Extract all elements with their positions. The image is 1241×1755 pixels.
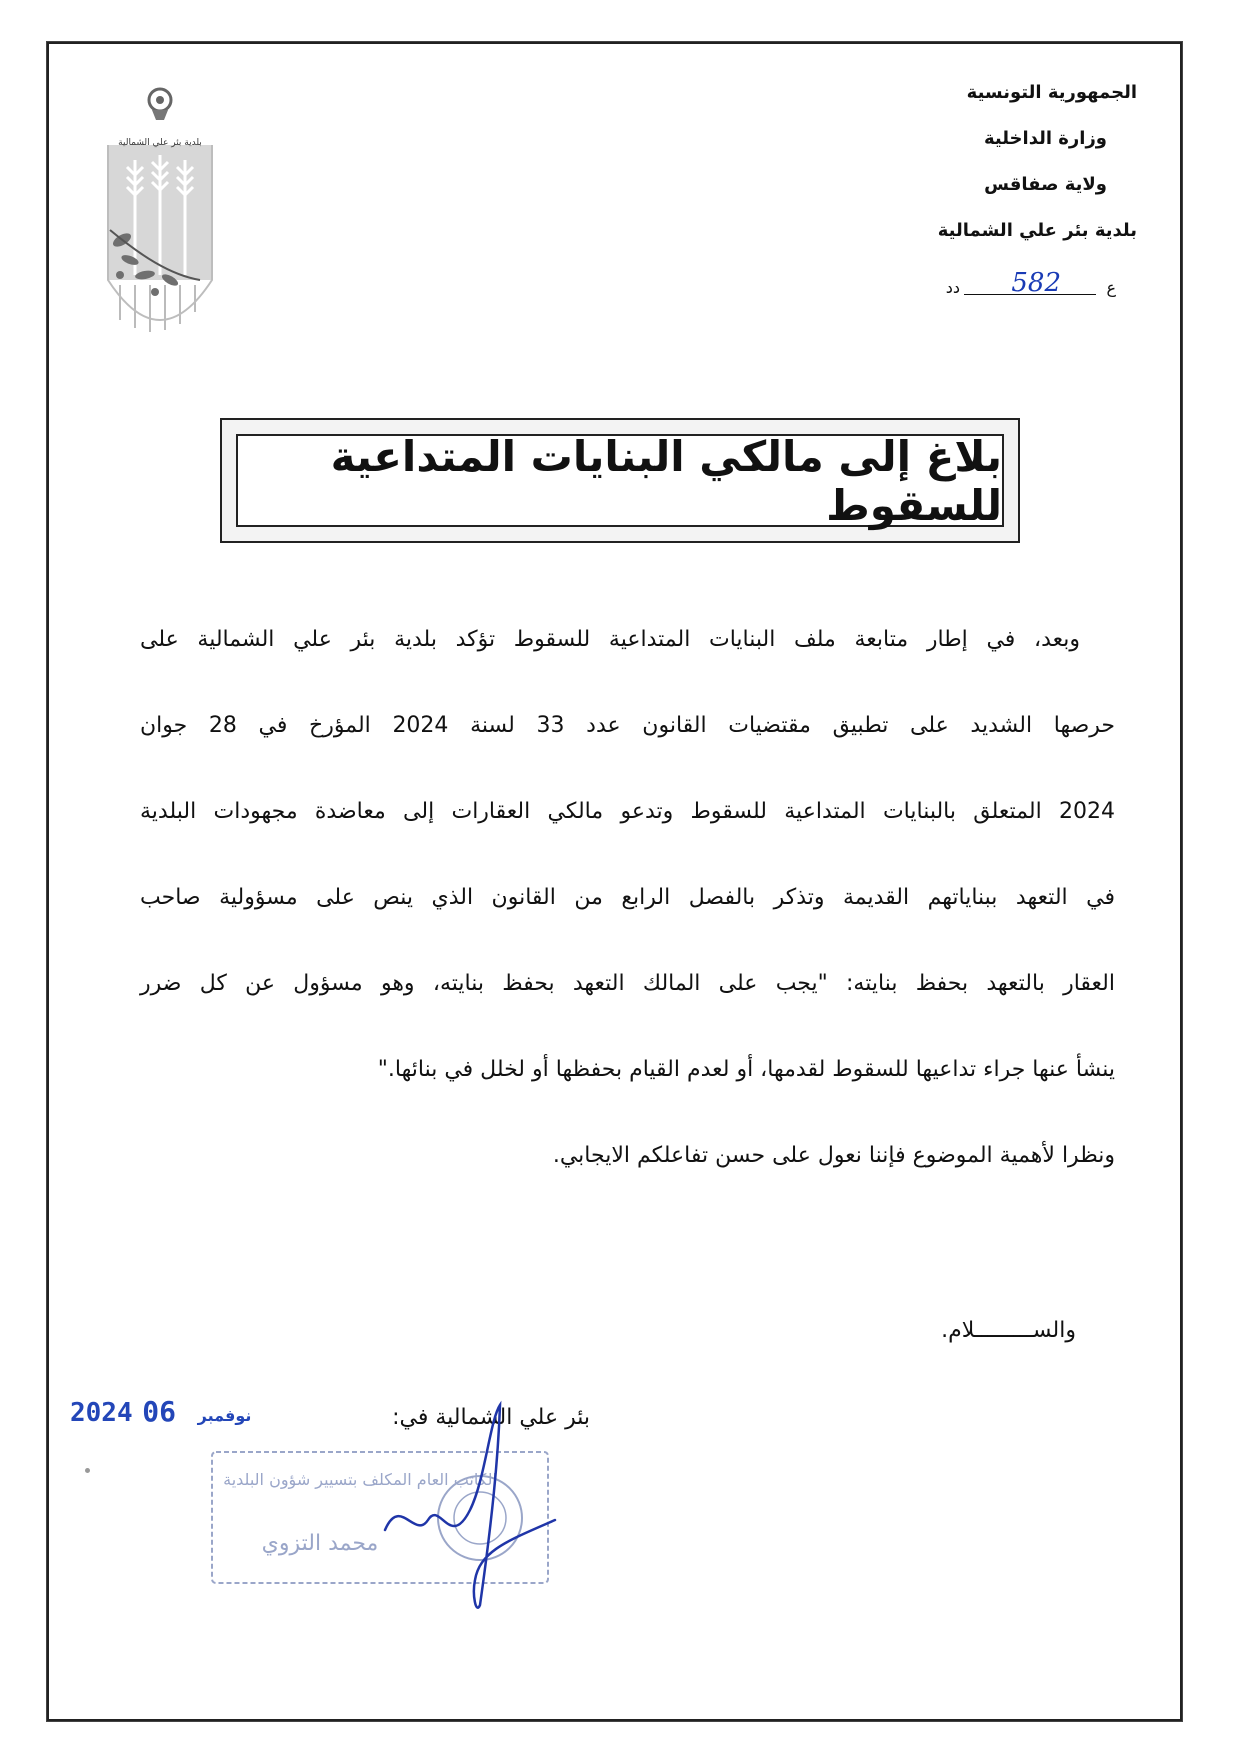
title-inner-frame	[236, 431, 1004, 530]
body-line: ينشأ عنها جراء تداعيها للسقوط لقدمها، أو لعدم القيام بحفظها أو لخلل في بنائها."	[377, 1057, 1115, 1082]
body-line: وبعد، في إطار متابعة ملف البنايات المتداعية للسقوط تؤكد بلدية بئر علي الشمالية على	[140, 627, 1080, 652]
body-line: حرصها الشديد على تطبيق مقتضيات القانون عدد 33 لسنة 2024 المؤرخ في 28 جوان	[140, 713, 1115, 738]
scan-speck	[85, 1468, 90, 1473]
closing-salutation: والســـــــــلام.	[941, 1318, 1076, 1343]
reference-handwritten-number: 582	[1011, 268, 1061, 298]
body-line: ونظرا لأهمية الموضوع فإننا نعول على حسن تفاعلكم الايجابي.	[552, 1143, 1115, 1168]
stamp-name: محمد التزوي	[261, 1531, 379, 1556]
document-title: بلاغ إلى مالكي البنايات المتداعية للسقوط	[330, 431, 1002, 530]
governorate-name: ولاية صفاقس	[984, 174, 1107, 195]
date-stamp	[70, 1395, 263, 1428]
date-day: 06	[142, 1395, 176, 1428]
date-year: 2024	[70, 1398, 133, 1428]
title-frame	[220, 418, 1020, 543]
date-month: نوفمبر	[197, 1406, 252, 1425]
body-line: في التعهد ببناياتهم القديمة وتذكر بالفصل الرابع من القانون الذي ينص على مسؤولية صاحب	[140, 885, 1115, 910]
ministry-name: وزارة الداخلية	[983, 128, 1107, 149]
place-label: بئر علي الشمالية في:	[392, 1405, 590, 1430]
municipality-logo	[100, 80, 220, 350]
letterhead	[807, 70, 1137, 254]
republic-name: الجمهورية التونسية	[966, 82, 1137, 103]
stamp-title: الكاتب العام المكلف بتسيير شؤون البلدية	[223, 1470, 497, 1489]
announcement-body	[140, 620, 1115, 1222]
body-line: 2024 المتعلق بالبنايات المتداعية للسقوط وتدعو مالكي العقارات إلى معاضدة مجهودات البلدية	[140, 799, 1115, 824]
body-line: العقار بالتعهد بحفظ بنايته: "يجب على المالك التعهد بحفظ بنايته، وهو مسؤول عن كل ضرر	[140, 971, 1115, 996]
logo-text: بلدية بئر علي الشمالية	[118, 138, 202, 148]
reference-label: ع	[1106, 278, 1116, 297]
handwritten-signature	[380, 1400, 560, 1620]
municipality-name: بلدية بئر علي الشمالية	[937, 220, 1137, 241]
reference-suffix: دد	[945, 278, 960, 297]
